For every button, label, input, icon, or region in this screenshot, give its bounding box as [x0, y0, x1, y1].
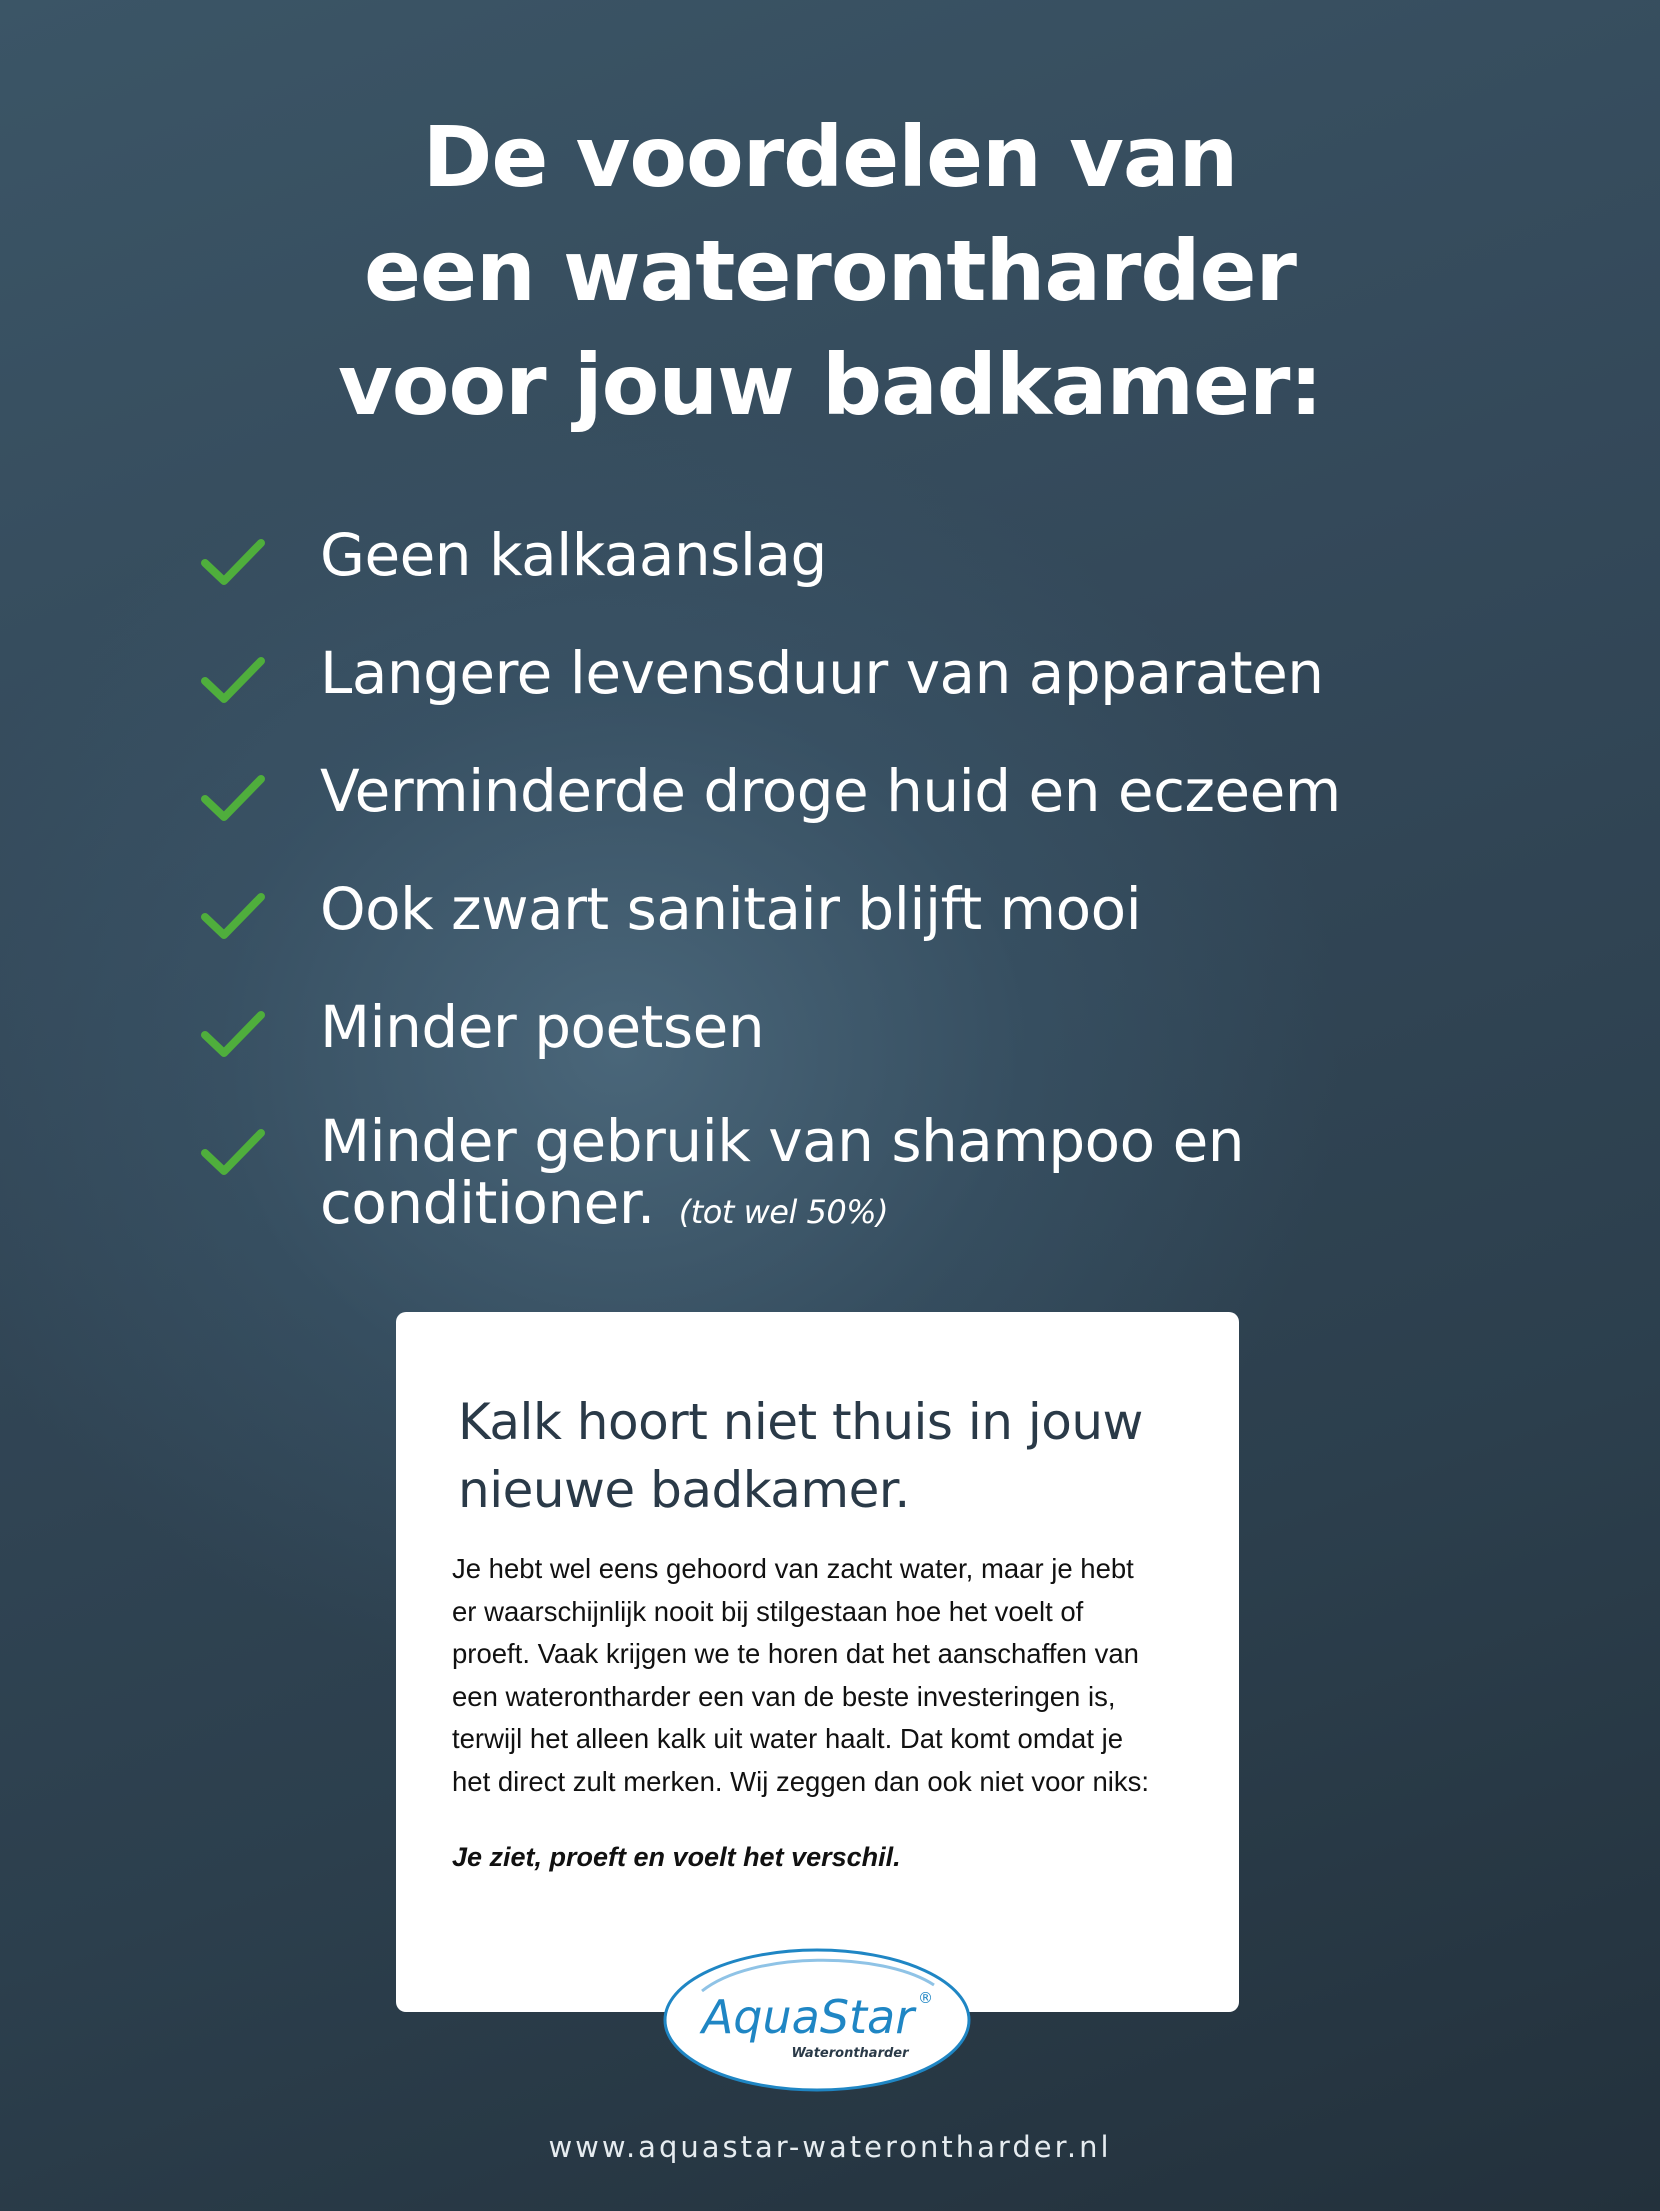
card-body-line: het direct zult merken. Wij zeggen dan ook niet voor niks: [452, 1765, 1150, 1797]
card-body-line: Je hebt wel eens gehoord van zacht water, maar je hebt [452, 1553, 1134, 1584]
check-icon [200, 890, 266, 942]
check-icon [200, 1008, 266, 1060]
benefit-item [200, 520, 1620, 638]
benefit-text: Langere levensduur van apparaten [320, 639, 1324, 707]
check-icon [200, 536, 266, 588]
benefit-item [200, 1107, 1620, 1237]
aquastar-logo [662, 1947, 972, 2093]
logo-registered: ® [918, 1989, 933, 2007]
card-title-line-1: Kalk hoort niet thuis in jouw [458, 1393, 1143, 1451]
benefit-text-line-2 [320, 1169, 1244, 1243]
logo-brand: AquaStar [701, 1990, 915, 2044]
benefit-item [200, 756, 1620, 874]
check-icon [200, 772, 266, 824]
benefits-list [200, 520, 1620, 1237]
card-tagline: Je ziet, proeft en voelt het verschil. [452, 1842, 901, 1872]
logo-subtitle: Waterontharder [791, 2046, 909, 2061]
benefit-text: Ook zwart sanitair blijft mooi [320, 875, 1142, 943]
card-body [452, 1548, 1202, 1803]
benefit-note: (tot wel 50%) [678, 1193, 889, 1231]
card-title [458, 1388, 1198, 1524]
benefit-text: Verminderde droge huid en eczeem [320, 757, 1341, 825]
benefit-text: Geen kalkaanslag [320, 521, 827, 589]
check-icon [200, 654, 266, 706]
website-url[interactable]: www.aquastar-waterontharder.nl [548, 2130, 1112, 2164]
card-body-line: een waterontharder een van de beste investeringen is, [452, 1680, 1116, 1712]
headline-line-2: een waterontharder [364, 222, 1296, 320]
card-body-line: er waarschijnlijk nooit bij stilgestaan hoe het voelt of [452, 1595, 1084, 1627]
benefit-text: Minder poetsen [320, 993, 765, 1061]
card-body-line: terwijl het alleen kalk uit water haalt. Dat komt omdat je [452, 1723, 1123, 1754]
headline-line-1: De voordelen van [422, 108, 1238, 206]
headline-line-3: voor jouw badkamer: [338, 336, 1322, 434]
check-icon [200, 1126, 266, 1178]
headline [0, 100, 1660, 442]
benefit-item [200, 874, 1620, 992]
benefit-item [200, 992, 1620, 1110]
benefit-item [200, 638, 1620, 756]
benefit-text-multiline [320, 1107, 1245, 1243]
card-body-line: proeft. Vaak krijgen we te horen dat het aanschaffen van [452, 1638, 1139, 1669]
benefit-text-line-1: Minder gebruik van shampoo en [320, 1107, 1245, 1175]
benefit-text-line-2-main: conditioner. [320, 1169, 655, 1237]
card-title-line-2: nieuwe badkamer. [458, 1461, 910, 1519]
info-card [396, 1312, 1239, 2012]
